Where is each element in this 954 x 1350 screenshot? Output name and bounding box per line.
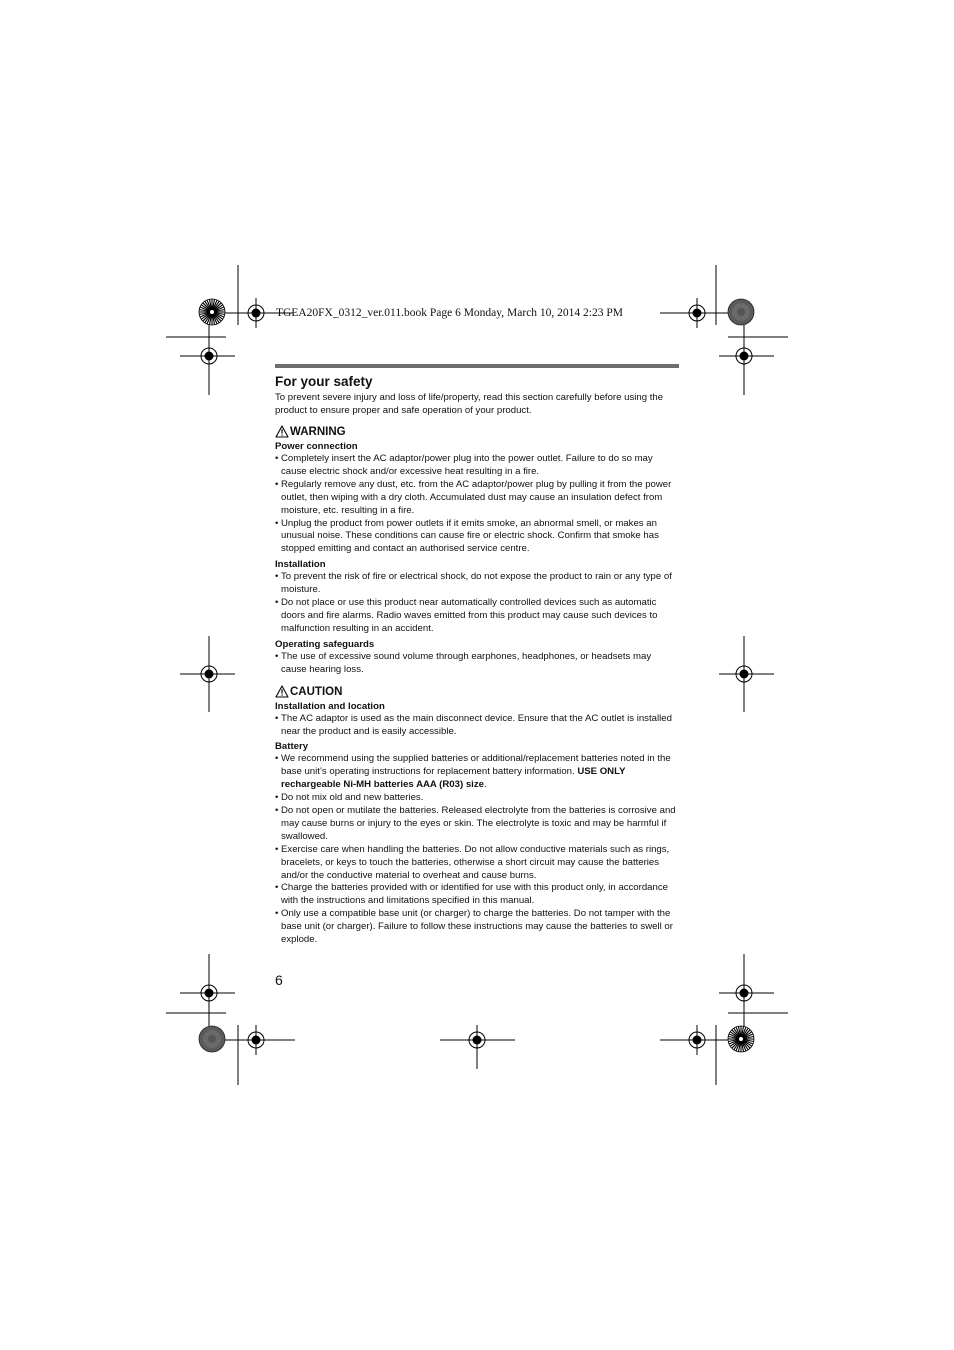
caution-triangle-icon xyxy=(275,685,289,698)
operating-safeguards-title: Operating safeguards xyxy=(275,638,375,650)
installation-list xyxy=(275,571,679,636)
power-connection-title: Power connection xyxy=(275,441,358,452)
power-connection-list xyxy=(275,453,679,556)
warning-heading xyxy=(275,425,679,438)
list-item: • To prevent the risk of fire or electrical shock, do not expose the product to rain or any type of moisture. xyxy=(275,571,679,597)
battery-item-text: We recommend using the supplied batteries or additional/replacement batteries noted in the base unit’s operating instructions for replacement battery information. xyxy=(281,753,671,778)
page-title: For your safety xyxy=(275,374,373,389)
warning-triangle-icon xyxy=(275,425,289,438)
installation-title: Installation xyxy=(275,559,326,571)
list-item: • Unplug the product from power outlets if it emits smoke, an abnormal smell, or makes an unusual noise. These conditions can cause fire or electric shock. Confirm that smoke has stopped emitting and contact an authorised service centre. xyxy=(275,518,679,557)
safety-section xyxy=(275,364,679,947)
battery-item-end: . xyxy=(483,779,487,791)
list-item xyxy=(275,753,679,792)
list-item: • Exercise care when handling the batteries. Do not allow conductive materials such as rings, bracelets, or keys to touch the batteries, otherwise a short circuit may cause the batteries and/or the conductive material to overheat and cause burns. xyxy=(275,844,679,883)
section-rule xyxy=(275,364,679,368)
installation-location-title: Installation and location xyxy=(275,700,385,712)
list-item: • Completely insert the AC adaptor/power plug into the power outlet. Failure to do so may cause electric shock and/or excessive heat resulting in a fire. xyxy=(275,453,679,479)
operating-safeguards-list xyxy=(275,651,679,677)
battery-item-emphasis: USE ONLY rechargeable Ni-MH batteries AAA (R03) size xyxy=(281,766,626,791)
print-header: TGEA20FX_0312_ver.011.book Page 6 Monday, March 10, 2014 2:23 PM xyxy=(276,307,623,319)
intro-text: To prevent severe injury and loss of life/property, read this section carefully before using the product to ensure proper and safe operation of your product. xyxy=(275,392,664,416)
caution-heading xyxy=(275,685,679,698)
caution-label: CAUTION xyxy=(290,685,343,698)
page-number: 6 xyxy=(275,972,283,988)
list-item: • Only use a compatible base unit (or charger) to charge the batteries. Do not tamper with the base unit (or charger). Failure to follow these instructions may cause the batteries to swell or explode. xyxy=(275,908,679,947)
battery-title: Battery xyxy=(275,741,309,753)
installation-location-list xyxy=(275,713,679,739)
list-item: • The use of excessive sound volume through earphones, headphones, or headsets may cause hearing loss. xyxy=(275,651,679,677)
warning-label: WARNING xyxy=(290,426,346,438)
list-item: • Do not open or mutilate the batteries. Released electrolyte from the batteries is corrosive and may cause burns or injury to the eyes or skin. The electrolyte is toxic and may be harmful if swallowed. xyxy=(275,805,679,844)
list-item: • Charge the batteries provided with or identified for use with this product only, in accordance with the instructions and limitations specified in this manual. xyxy=(275,882,679,908)
list-item: • Do not place or use this product near automatically controlled devices such as automatic doors and fire alarms. Radio waves emitted from this product may cause such devices to malfunction resulting in an accident. xyxy=(275,597,679,636)
list-item: • Regularly remove any dust, etc. from the AC adaptor/power plug by pulling it from the power outlet, then wiping with a dry cloth. Accumulated dust may cause an insulation defect from moisture, etc. resulting in a fire. xyxy=(275,479,679,518)
list-item: • The AC adaptor is used as the main disconnect device. Ensure that the AC outlet is installed near the product and is easily accessible. xyxy=(275,713,679,739)
list-item: • Do not mix old and new batteries. xyxy=(275,792,679,805)
battery-list xyxy=(275,753,679,947)
